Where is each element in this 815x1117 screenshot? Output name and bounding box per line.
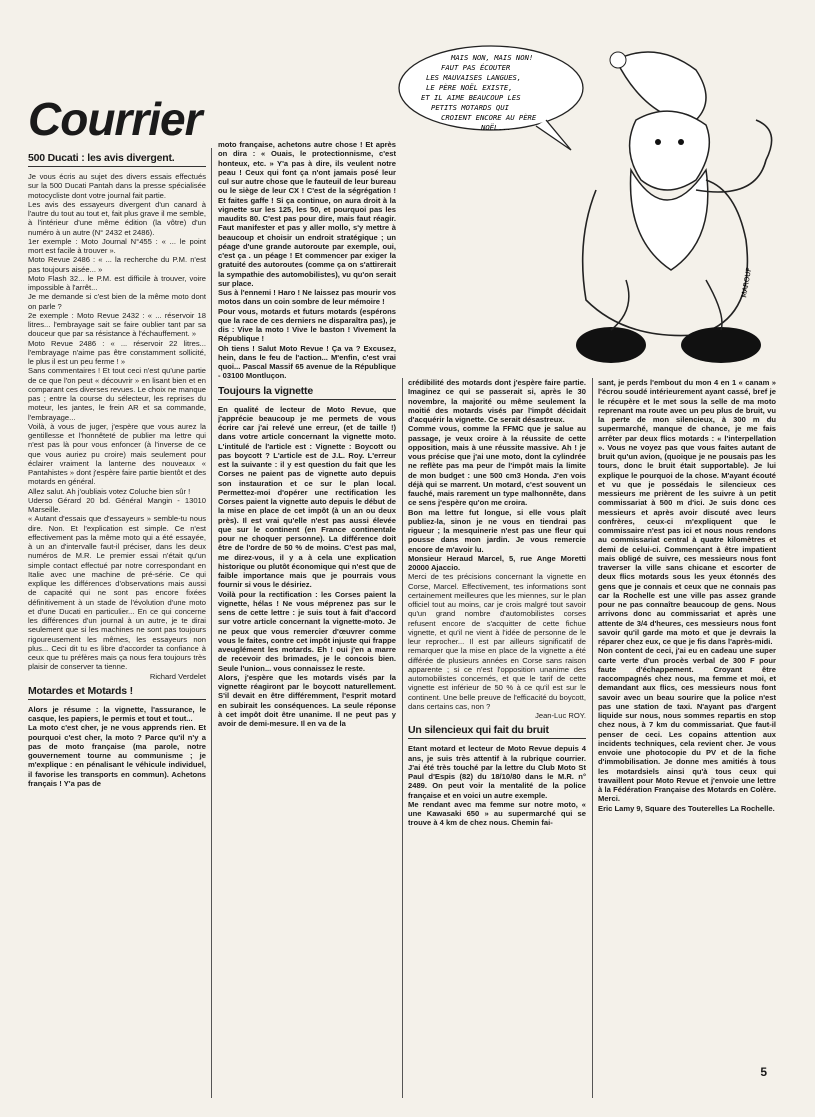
article-heading: Motardes et Motards ! [28,685,206,700]
signature: Jean-Luc ROY. [535,711,586,720]
speech-line: NOËL... [481,123,512,132]
paragraph: Pour vous, motards et futurs motards (espérons que la race de ces derniers ne disparaîtra pas), je dis : Vive la moto ! Vive le baston ! Vivement la République ! [218,306,396,344]
column-divider [211,148,212,1098]
paragraph: Uderso Gérard 20 bd. Général Mangin - 13010 Marseille. [28,495,206,514]
paragraph: Etant motard et lecteur de Moto Revue depuis 4 ans, je suis très attentif à la rubrique courrier. J'ai été très touché par la lettre du Club Moto St Paul d'Espis (82) du 18/10/80 dans le M.R. n° 2489. On peut voir la mentalité de la police française et en voici un autre exemple. [408,744,586,800]
paragraph: Monsieur Heraud Marcel, 5, rue Ange Moretti 20000 Ajaccio. [408,553,586,572]
paragraph: Eric Lamy 9, Square des Touterelles La Rochelle. [598,803,775,813]
page-number: 5 [760,1065,767,1079]
paragraph: En qualité de lecteur de Moto Revue, que j'apprécie beaucoup je me permets de vous écrire car j'ai relevé une erreur, (et de taille !) dans votre article concernant la vignette moto. L'intitulé de l'article est : Vignette : Boycott ou pas boycott ? L'article est de J.L. Roy. L'erreur est la suivante : il y est question du fait que les Corses ne paient pas de vignette auto depuis son instauration et ce sur le plan local. Permettez-moi d'opérer une rectification les Corses paient la vignette auto depuis le début de la mise en place de cet impôt (à un an ou deux près). Il est vrai qu'elle n'est pas aussi élevée que sur le continent (en France continentale pour ne choquer personne). La différence doit être de l'ordre de 50 % de moins. C'est pas mal, me direz-vous, il y a à cela une explication historique ou plutôt économique qui n'est que de faible importance mais que je pourrais vous fournir si vous le désiriez. [218,404,396,590]
paragraph: Sans commentaires ! Et tout ceci n'est qu'une partie de ce que l'on peut « découvrir » en lisant bien et en comparant ces diverses revues. Le choix ne manque pas ; entre la course du sélecteur, les reprises du moteur, les jantes, le frein AR et sa commande, l'embrayage... [28,366,206,422]
speech-line: PETITS MOTARDS QUI [431,103,509,112]
paragraph: Voilà, à vous de juger, j'espère que vous aurez la gentillesse et l'honnêteté de publier ma lettre qui n'est pas là pour vous enfoncer (à l'inverse de ce que vous auriez pu croire) mais seulement pour éclairer vraiment la lanterne des nouveaux « Pantahistes » dont j'espère faire partie bientôt et des motards en général. [28,421,206,487]
paragraph: Sus à l'ennemi ! Haro ! Ne laissez pas mourir vos motos dans un coin sombre de leur mémoire ! [218,288,396,307]
speech-line: FAUT PAS ÉCOUTER [441,63,511,72]
paragraph: Me rendant avec ma femme sur notre moto, « une Kawasaki 650 » au supermarché qui se trouve à 4 km de chez nous. Chemin fai- [408,799,586,828]
page-title: Courrier [28,93,202,145]
paragraph: Alors, j'espère que les motards visés par la vignette réagiront par le boycott naturellement. S'il devait en être différemment, l'esprit motard en subirait les conséquences. La seule réponse à cet impôt doit être unanime. Il ne peut pas y avoir de demi-mesure. Il en va de la [218,672,396,728]
paragraph: Bon ma lettre fut longue, si elle vous plaît publiez-la, sinon je ne vous en tiendrai pas rigueur ; la mesquinerie n'est pas une fleur qui pousse dans mon jardin. Je vous remercie encore de m'avoir lu. [408,507,586,554]
article-heading: Un silencieux qui fait du bruit [408,724,586,739]
artist-signature: MAROUF [740,267,754,299]
speech-line: LES MAUVAISES LANGUES, [426,73,522,82]
speech-line: MAIS NON, MAIS NON! [451,53,534,62]
speech-line: ET IL AIME BEAUCOUP LES [421,93,521,102]
article-heading: 500 Ducati : les avis divergent. [28,152,206,167]
paragraph: 1er exemple : Moto Journal N°455 : « ... le point mort est facile à trouver ». [28,236,206,255]
article-heading: Toujours la vignette [218,385,396,400]
column-divider [402,378,403,1098]
paragraph: Je vous écris au sujet des divers essais effectués sur la 500 Ducati Pantah dans la presse spécialisée motocycliste dont votre journal fait partie. [28,172,206,200]
paragraph: Allez salut. Ah j'oubliais votez Coluche bien sûr ! [28,486,191,496]
column-2 [218,140,396,1105]
paragraph: sant, je perds l'embout du mon 4 en 1 « canam » l'écrou soudé intérieurement ayant cassé, bref je le récupère et le met sous la selle de ma moto reprenant ma route avec un peu plus de bruit, vu la perte de mon silencieux, à 300 m du supermarché, manque de chance, je me fais arrêter par deux flics motards : « l'interpellation ». Vous ne voyez pas que vous faites autant de bruit qu'un avion, (quoique je ne pousais pas les tours, donc le bruit était supportable). Je lui explique le pourquoi de la chose. M'ayant écouté et vu que je possédais le silencieux ces messieurs me prièrent de les suivre à un petit commissariat à 500 m d'ici. Je suis donc ces messieurs et après avoir discuté avec leurs confrères, ceux-ci m'expliquent que le commissaire n'est pas ici et nous nous rendons au commissariat central à quatre kilomètres et demi de celui-ci. Commençant à être impatient mais obligé de suivre, ces messieurs nous font traverser la ville sans chicane et escorter de deux flics motards sous les yeux étonnés des gens que je connais et ceux que ne connais pas car la Rochelle est une ville pas assez grande pour ne pas connaître beaucoup de gens. Nous arrivons donc au commissariat et après une attente de 3/4 d'heures, ces messieurs nous font savoir qu'il garde ma moto et que je devrais la réparer chez eux, ce que je fis dans l'après-midi. [598,378,776,646]
paragraph: moto française, achetons autre chose ! Et après on dira : « Ouais, le protectionnisme, c'est honteux, etc. » Y'a pas à dire, ils veulent notre peau ! Ceux qui font ça n'ont jamais posé leur cul sur autre chose que le fauteuil de leur bureau ou le siège de leur CX ! C'est de la ségrégation ! Et faites gaffe ! Si ça continue, on aura droit à la vignette sur les 125, les 50, et pourquoi pas les maudits 80. C'est pas pour dire, mais faut réagir. Faut manifester et pas y aller mollo, s'y mettre à beaucoup et choisir un endroit stratégique ; un péage d'une grande autoroute par exemple, oui, c'est ça . un péage ! Et commencer par exiger la gratuité des autoroutes (comme ça on s'attirerait la sympathie des automobilistes), vu qu'on serait sur place. [218,140,396,288]
paragraph: Merci de tes précisions concernant la vignette en Corse, Marcel. Effectivement, tes informations sont certainement meilleures que les miennes, sur le plan officiel tout au moins, car je crois malgré tout savoir qu'un grand nombre d'automobilistes corses refusent encore de s'acquitter de cette fichue vignette, et qu'il ne vient à l'idée de personne de le leur reprocher... Il est par ailleurs significatif de remarquer que la mise en place de la vignette a été différée de plusieurs années en Corse sans raison apparente ; si ce n'est l'opposition unanime des automobilistes concernés, et que le tarif de cette vignette est inférieur de 50 % à ce qu'il est sur le continent. Une belle preuve de l'efficacité du boycott, dans certains cas, non ? [408,572,586,711]
paragraph: « Autant d'essais que d'essayeurs » semble-tu nous dire. Non. Et l'explication est simple. Ce n'est effectivement pas la même moto qui a été essayée, à un an d'intervalle faut-il préciser, dans les deux numéros de M.R. Le premier essai n'était qu'un simple contact effectué par notre correspondant en Italie avec une machine de pré-série. Ce qui explique les différences d'observations mais aussi de capacité qui ne sont pas encore fixées définitivement à un stade de l'évolution d'une moto et d'une Ducati en particulier... En ce qui concerne les différences d'un journal à un autre, je te dirai seulement que si les machines ne sont pas toujours rigoureusement les mêmes, les essayeurs non plus... Ceci dit tu es libre d'accorder ta confiance à ceux que tu préfères mais ça nous fera toujours très plaisir de conserver ta tienne. [28,514,206,672]
paragraph: Les avis des essayeurs divergent d'un canard à l'autre du tout au tout et, fait plus grave il me semble, à l'intérieur d'une même édition (la vôtre) d'un numéro à un autre (N° 2432 et 2486). [28,199,206,237]
paragraph: Alors je résume : la vignette, l'assurance, le casque, les papiers, le permis et tout et tout... [28,704,206,723]
column-1 [28,148,206,1103]
santa-illustration [396,40,786,370]
signature: Richard Verdelet [149,671,206,681]
paragraph: Moto Flash 32... le P.M. est difficile à trouver, voire impossible à l'arrêt... [28,273,206,292]
paragraph: Voilà pour la rectification : les Corses paient la vignette, hélas ! Ne vous méprenez pas sur le sens de cette lettre : je suis tout à fait d'accord sur votre article concernant la vignette-moto. Je ne peux que vous remercier d'œuvrer comme vous le faites, contre cet impôt injuste qui frappe aveuglément les motards. Eh ! oui j'en a marre de recevoir des brimades, je le concois bien. Seule l'union... vous connaissez le reste. [218,589,396,673]
paragraph: 2e exemple : Moto Revue 2432 : « ... réservoir 18 litres... l'embrayage sait se faire oublier tant par sa douceur que par sa résistance à l'échauffement. » [28,310,206,339]
paragraph: crédibilité des motards dont j'espère faire partie. Imaginez ce qui se passerait si, après le 30 novembre, la majorité ou même seulement la moitié des motards visés par l'impôt décidait d'acquérir la vignette. Ce serait désastreux. [408,378,586,424]
speech-line: LE PÈRE NOËL EXISTE, [426,83,513,92]
speech-line: CROIENT ENCORE AU PÈRE [441,113,537,122]
column-3 [408,378,586,1098]
paragraph: La moto c'est cher, je ne vous apprends rien. Et pourquoi c'est cher, la moto ? Parce qu'il n'y a pas de moto française (ma parole, notre gouvernement tourne au communisme ; je m'explique : en pénalisant le véhicule individuel, il favorise les transports en commun). Achetons français ! Y'a pas de [28,723,206,788]
paragraph: Non content de ceci, j'ai eu en cadeau une super carte verte d'un procès verbal de 300 F pour faute d'échappement. Croyant être raccompagnés chez nous, ma femme et moi, et demandant aux flics, ces messieurs nous font savoir avec un beau sourire que la police n'est pas une station de taxi. N'ayant pas d'argent liquide sur nous, nous sommes repartis en stop chez nous, à 7 km du commissariat. Que faut-il penser de ceci. Les copains attention aux incidents techniques, cela revient cher. Je vous envoie une photocopie du PV et de la fiche d'immobilisation. Je donne mes amitiés à tous les motardsiels ainsi qu'à tous ceux qui travaillent pour Moto Revue et j'envoie une lettre à la Fédération Française des Motards en Colère. Merci. [598,646,776,804]
paragraph: Oh tiens ! Salut Moto Revue ! Ça va ? Excusez, hein, dans le feu de l'action... M'enfin, c'est vrai quoi... Pascal Massif 65 avenue de la République - 03100 Montluçon. [218,343,396,381]
paragraph: Moto Revue 2486 : « ... la recherche du P.M. n'est pas toujours aisée... » [28,255,206,274]
paragraph: Moto Revue 2486 : « ... réservoir 22 litres... l'embrayage n'aime pas être constamment sollicité, le plus il est un peu ferme ! » [28,338,206,366]
paragraph: Comme vous, comme la FFMC que je salue au passage, je veux croire à la réussite de cette opposition, mais à une réussite massive. Ah ! je vous précise que j'ai une moto, dont la cylindrée ne reflète pas ma peur de l'impôt mais la limite de mon budget : une 500 cm3 Honda. J'en vois déjà qui se marrent. Un motard, c'est souvent un fauché, mais rarement un type malhonnête, dans ce sens j'espère qu'on me croira. [408,424,586,508]
column-4 [598,378,776,1098]
paragraph: Je me demande si c'est bien de la même moto dont on parle ? [28,292,206,311]
column-divider [592,378,593,1098]
